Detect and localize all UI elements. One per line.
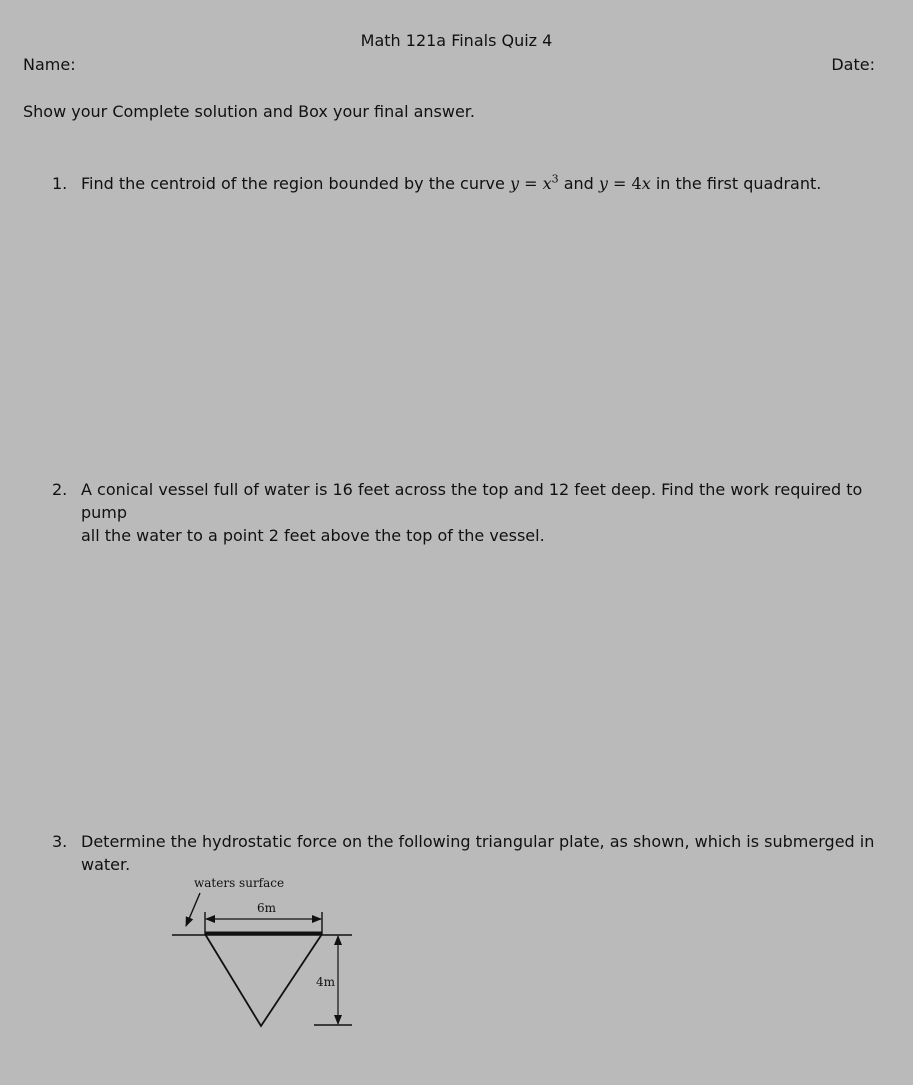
- eq1-operator: =: [519, 174, 543, 193]
- eq2-operator: =: [607, 174, 632, 193]
- question-1-text-after: in the first quadrant.: [655, 174, 822, 193]
- waters-surface-label: waters surface: [194, 876, 285, 890]
- name-label: Name:: [23, 55, 76, 74]
- eq1-rhs: x: [542, 174, 552, 193]
- date-label: Date:: [831, 55, 875, 74]
- eq1-lhs: y: [509, 174, 519, 193]
- question-3-line-2: water.: [81, 855, 131, 874]
- eq2-variable: x: [641, 174, 651, 193]
- question-3-number: 3.: [52, 832, 68, 851]
- question-1-text-before: Find the centroid of the region bounded by the curve: [81, 174, 505, 193]
- triangle-plate: [205, 934, 322, 1026]
- instructions: Show your Complete solution and Box your final answer.: [23, 102, 475, 121]
- width-label: 6m: [257, 901, 277, 915]
- question-2-line-2: all the water to a point 2 feet above the top of the vessel.: [81, 526, 545, 545]
- surface-pointer-arrow: [186, 893, 200, 926]
- eq2-coefficient: 4: [631, 174, 642, 193]
- eq1-exponent: 3: [551, 172, 559, 186]
- question-1-number: 1.: [52, 174, 68, 193]
- question-2-line-1: A conical vessel full of water is 16 feet across the top and 12 feet deep. Find the work required to pump: [81, 480, 863, 522]
- depth-label: 4m: [316, 975, 336, 989]
- question-1-connector: and: [563, 174, 594, 193]
- question-3-line-1: Determine the hydrostatic force on the following triangular plate, as shown, which is submerged in: [81, 832, 875, 851]
- question-2-number: 2.: [52, 480, 68, 499]
- eq2-lhs: y: [598, 174, 608, 193]
- quiz-title: Math 121a Finals Quiz 4: [360, 31, 553, 50]
